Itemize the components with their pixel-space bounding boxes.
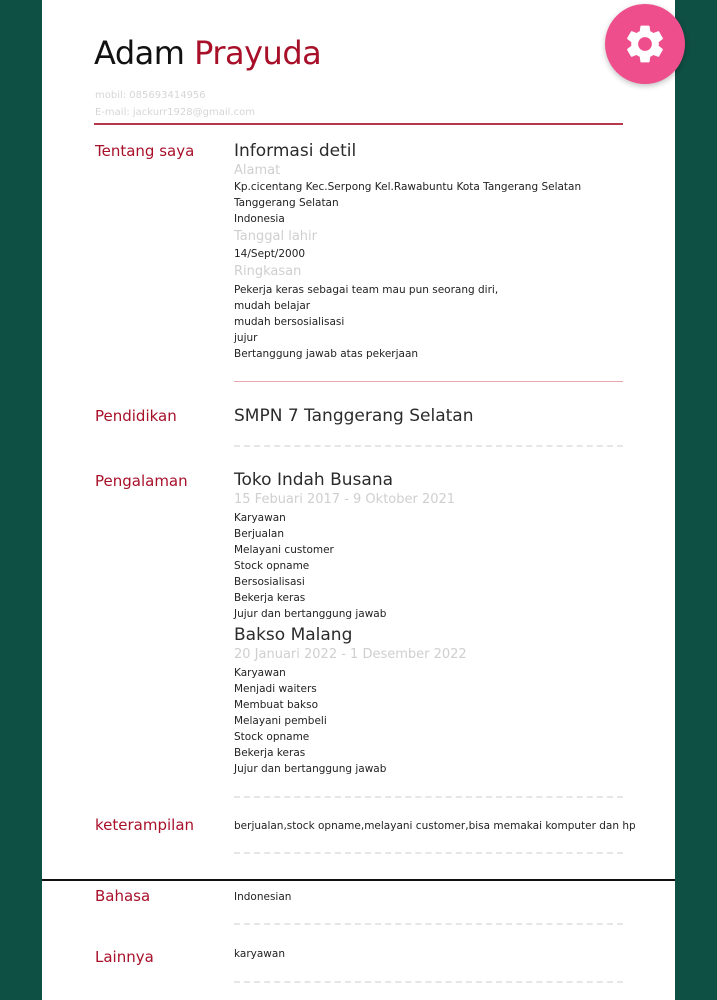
about-heading: Informasi detil [234, 141, 357, 161]
duty-item: Jujur dan bertanggung jawab [234, 608, 387, 620]
duty-item: Bersosialisasi [234, 576, 305, 588]
duty-item: Karyawan [234, 667, 286, 679]
resume-name [94, 34, 321, 72]
language-divider [234, 923, 623, 925]
header-divider [94, 123, 623, 125]
dob-label: Tanggal lahir [234, 229, 317, 244]
address-text [234, 179, 581, 227]
job-company: Toko Indah Busana [234, 470, 394, 490]
skills-divider [234, 852, 623, 854]
job-company: Bakso Malang [234, 625, 353, 645]
address-line: Kp.cicentang Kec.Serpong Kel.Rawabuntu Kota Tangerang Selatan [234, 181, 582, 193]
settings-button[interactable] [605, 4, 685, 84]
about-divider [234, 381, 623, 382]
education-school: SMPN 7 Tanggerang Selatan [234, 406, 474, 426]
last-name: Prayuda [194, 34, 322, 72]
job-duties [234, 665, 386, 777]
section-experience-title: Pengalaman [95, 472, 188, 490]
contact-mobile: mobil: 085693414956 [95, 90, 206, 101]
duty-item: Bekerja keras [234, 592, 306, 604]
section-language-title: Bahasa [95, 887, 151, 905]
dob-value: 14/Sept/2000 [234, 248, 306, 260]
duty-item: Berjualan [234, 528, 284, 540]
duty-item: Melayani pembeli [234, 715, 327, 727]
skills-text: berjualan,stock opname,melayani customer,bisa memakai komputer dan hp [234, 820, 636, 832]
summary-line: Bertanggung jawab atas pekerjaan [234, 348, 419, 360]
contact-email: E-mail: jackurr1928@gmail.com [95, 107, 255, 118]
job-duties [234, 510, 386, 622]
duty-item: Bekerja keras [234, 747, 306, 759]
duty-item: Stock opname [234, 560, 310, 572]
address-line: Tanggerang Selatan [234, 197, 339, 209]
summary-line: mudah bersosialisasi [234, 316, 345, 328]
section-skills-title: keterampilan [95, 816, 195, 834]
summary-label: Ringkasan [234, 264, 302, 279]
summary-line: Pekerja keras sebagai team mau pun seorang diri, [234, 284, 499, 296]
other-divider [234, 981, 623, 983]
duty-item: Jujur dan bertanggung jawab [234, 763, 387, 775]
gear-icon [622, 21, 668, 67]
language-text: Indonesian [234, 891, 292, 903]
section-other-title: Lainnya [95, 948, 154, 966]
address-line: Indonesia [234, 213, 285, 225]
job-period: 20 Januari 2022 - 1 Desember 2022 [234, 647, 467, 662]
first-name: Adam [94, 34, 185, 72]
summary-line: jujur [234, 332, 258, 344]
education-divider [234, 445, 623, 447]
section-about-title: Tentang saya [95, 142, 195, 160]
section-education-title: Pendidikan [95, 407, 177, 425]
page-break [42, 879, 675, 881]
summary-text [234, 282, 498, 362]
duty-item: Melayani customer [234, 544, 334, 556]
other-text: karyawan [234, 948, 285, 960]
duty-item: Membuat bakso [234, 699, 319, 711]
experience-divider [234, 796, 623, 798]
duty-item: Karyawan [234, 512, 286, 524]
address-label: Alamat [234, 163, 281, 178]
summary-line: mudah belajar [234, 300, 311, 312]
job-period: 15 Febuari 2017 - 9 Oktober 2021 [234, 492, 456, 507]
duty-item: Menjadi waiters [234, 683, 317, 695]
duty-item: Stock opname [234, 731, 310, 743]
